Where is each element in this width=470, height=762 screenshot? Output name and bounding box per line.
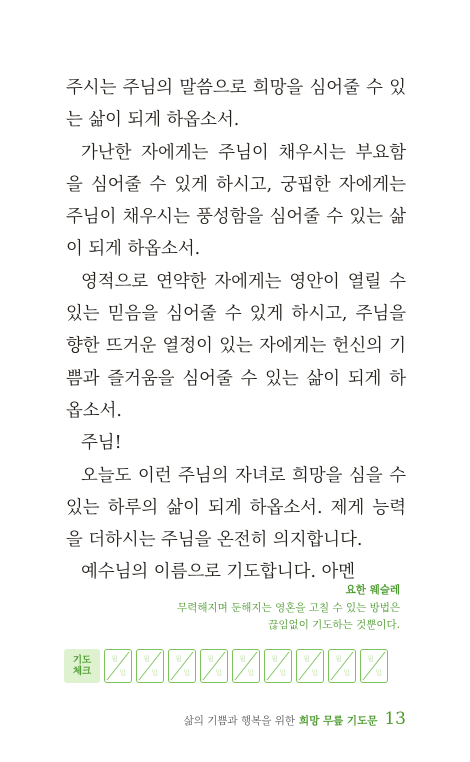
body-line: 주님이 채우시는 풍성함을 심어줄 수 있는 삶 bbox=[66, 207, 406, 228]
divider-slash-icon bbox=[361, 650, 387, 682]
body-line: 주시는 주님의 말씀으로 희망을 심어줄 수 있 bbox=[66, 78, 406, 98]
prayer-check-label bbox=[64, 649, 100, 683]
month-label: 월 bbox=[239, 655, 246, 663]
body-line: 오늘도 이런 주님의 자녀로 희망을 심을 수 bbox=[81, 465, 406, 486]
day-label: 일 bbox=[151, 669, 158, 677]
prayer-check-box[interactable] bbox=[136, 649, 164, 683]
month-label: 월 bbox=[207, 655, 214, 663]
quote-line-1: 무력해지며 둔해지는 영혼을 고칠 수 있는 방법은 bbox=[177, 602, 400, 614]
body-line: 향한 뜨거운 열정이 있는 자에게는 헌신의 기 bbox=[66, 336, 406, 357]
prayer-check-box[interactable] bbox=[296, 649, 324, 683]
body-line: 을 심어줄 수 있게 하시고, 궁핍한 자에게는 bbox=[66, 174, 406, 195]
body-line: 가난한 자에게는 주님이 채우시는 부요함 bbox=[81, 142, 406, 163]
day-label: 일 bbox=[247, 669, 254, 677]
prayer-check-box[interactable] bbox=[200, 649, 228, 683]
prayer-check-box[interactable] bbox=[168, 649, 196, 683]
month-label: 월 bbox=[303, 655, 310, 663]
month-label: 월 bbox=[271, 655, 278, 663]
prayer-check-box[interactable] bbox=[360, 649, 388, 683]
body-line: 이 되게 하옵소서. bbox=[66, 239, 201, 260]
day-label: 일 bbox=[215, 669, 222, 677]
prayer-body bbox=[66, 72, 406, 589]
day-label: 일 bbox=[311, 669, 318, 677]
body-line: 주님! bbox=[81, 433, 122, 454]
month-label: 월 bbox=[175, 655, 182, 663]
body-line: 영적으로 연약한 자에게는 영안이 열릴 수 bbox=[81, 271, 406, 292]
divider-slash-icon bbox=[233, 650, 259, 682]
quote-author: 요한 웨슬레 bbox=[345, 584, 400, 596]
footer-subtitle: 삶의 기쁨과 행복을 위한 bbox=[183, 715, 296, 727]
divider-slash-icon bbox=[329, 650, 355, 682]
day-label: 일 bbox=[119, 669, 126, 677]
quote-block bbox=[177, 583, 400, 634]
month-label: 월 bbox=[143, 655, 150, 663]
day-label: 일 bbox=[183, 669, 190, 677]
prayer-check-row bbox=[64, 649, 388, 683]
prayer-check-box[interactable] bbox=[104, 649, 132, 683]
divider-slash-icon bbox=[201, 650, 227, 682]
page-number: 13 bbox=[384, 709, 406, 729]
body-line: 는 삶이 되게 하옵소서. bbox=[66, 110, 240, 131]
page-footer bbox=[184, 709, 406, 729]
month-label: 월 bbox=[111, 655, 118, 663]
day-label: 일 bbox=[343, 669, 350, 677]
prayer-check-box[interactable] bbox=[328, 649, 356, 683]
prayer-check-label-line-1: 기도 bbox=[72, 655, 92, 666]
body-line: 예수님의 이름으로 기도합니다. 아멘 bbox=[81, 562, 356, 583]
body-line: 옵소서. bbox=[66, 400, 122, 421]
day-label: 일 bbox=[279, 669, 286, 677]
body-line: 있는 믿음을 심어줄 수 있게 하시고, 주님을 bbox=[66, 304, 406, 325]
divider-slash-icon bbox=[105, 650, 131, 682]
divider-slash-icon bbox=[297, 650, 323, 682]
divider-slash-icon bbox=[137, 650, 163, 682]
month-label: 월 bbox=[335, 655, 342, 663]
month-label: 월 bbox=[367, 655, 374, 663]
prayer-check-label-line-2: 체크 bbox=[72, 666, 92, 677]
prayer-check-box[interactable] bbox=[264, 649, 292, 683]
footer-title: 희망 무릎 기도문 bbox=[299, 715, 378, 727]
body-line: 있는 하루의 삶이 되게 하옵소서. 제게 능력 bbox=[66, 497, 406, 518]
prayer-check-box[interactable] bbox=[232, 649, 260, 683]
body-line: 을 더하시는 주님을 온전히 의지합니다. bbox=[66, 530, 363, 551]
quote-line-2: 끊임없이 기도하는 것뿐이다. bbox=[268, 619, 400, 631]
divider-slash-icon bbox=[265, 650, 291, 682]
day-label: 일 bbox=[375, 669, 382, 677]
body-line: 쁨과 즐거움을 심어줄 수 있는 삶이 되게 하 bbox=[66, 368, 406, 389]
divider-slash-icon bbox=[169, 650, 195, 682]
